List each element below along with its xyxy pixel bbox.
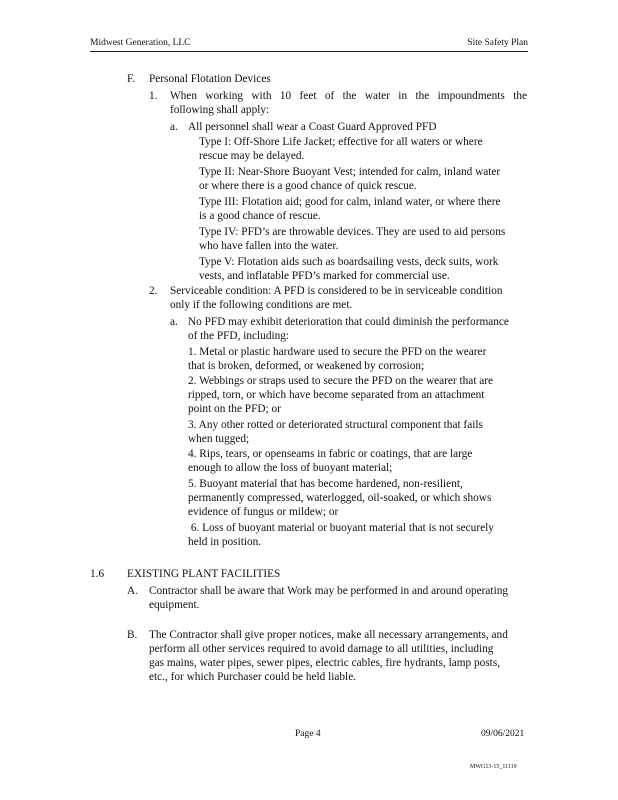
page-number: Page 4 (295, 729, 321, 739)
pfd-type-4: who have fallen into the water. (199, 240, 339, 252)
condition-3: 3. Any other rotted or deteriorated structural component that fails (188, 419, 483, 431)
condition-5: 5. Buoyant material that has become hardened, non-resilient, (188, 478, 463, 490)
condition-6: held in position. (188, 536, 262, 548)
condition-3: when tugged; (188, 433, 250, 445)
section-f-label: F. (127, 73, 136, 85)
item-1-line: following shall apply: (170, 104, 270, 116)
pfd-type-2: or where there is a good chance of quick rescue. (199, 180, 417, 192)
pfd-type-3: is a good chance of rescue. (199, 210, 321, 222)
condition-2: 2. Webbings or straps used to secure the PFD on the wearer that are (188, 375, 494, 387)
pfd-type-3: Type III: Flotation aid; good for calm, inland water, or where there (199, 196, 501, 208)
condition-4: enough to allow the loss of buoyant material; (188, 462, 393, 474)
section-f-title: Personal Flotation Devices (149, 73, 271, 85)
item-1-line: When working with 10 feet of the water in the impoundments the (170, 90, 527, 102)
section-1-6-a-line: equipment. (149, 599, 200, 611)
header-company: Midwest Generation, LLC (90, 38, 191, 48)
item-2-number: 2. (149, 285, 158, 297)
condition-1: 1. Metal or plastic hardware used to secure the PFD on the wearer (188, 346, 487, 358)
item-1a-label: a. (170, 121, 178, 133)
condition-1: that is broken, deformed, or weakened by corrosion; (188, 360, 425, 372)
section-1-6-b-line: etc., for which Purchaser could be held liable. (149, 671, 357, 683)
item-1-number: 1. (149, 90, 158, 102)
condition-6: 6. Loss of buoyant material or buoyant material that is not securely (188, 522, 494, 534)
section-1-6-a-label: A. (127, 585, 138, 597)
condition-4: 4. Rips, tears, or openseams in fabric or coatings, that are large (188, 448, 473, 460)
pfd-type-2: Type II: Near-Shore Buoyant Vest; intended for calm, inland water (199, 166, 501, 178)
condition-2: point on the PFD; or (188, 403, 281, 415)
item-2a-label: a. (170, 316, 178, 328)
footer-date: 09/06/2021 (481, 729, 525, 739)
item-2-line: only if the following conditions are met. (170, 299, 353, 311)
item-2a-line: of the PFD, including: (188, 330, 290, 342)
pfd-type-4: Type IV: PFD’s are throwable devices. They are used to aid persons (199, 226, 506, 238)
section-1-6-number: 1.6 (90, 568, 105, 580)
item-1a-text: All personnel shall wear a Coast Guard Approved PFD (188, 121, 437, 133)
condition-5: permanently compressed, waterlogged, oil-soaked, or which shows (188, 492, 492, 504)
section-1-6-b-line: perform all other services required to avoid damage to all utilities, including (149, 643, 494, 655)
condition-2: ripped, torn, or which have become separated from an attachment (188, 389, 485, 401)
section-1-6-b-line: The Contractor shall give proper notices, make all necessary arrangements, and (149, 629, 508, 641)
condition-5: evidence of fungus or mildew; or (188, 506, 339, 518)
page-header (90, 38, 528, 52)
document-id: MWG13-15_11119 (470, 764, 517, 770)
section-1-6-b-line: gas mains, water pipes, sewer pipes, electric cables, fire hydrants, lamp posts, (149, 657, 501, 669)
item-2-line: Serviceable condition: A PFD is considered to be in serviceable condition (170, 285, 503, 297)
pfd-type-1: Type I: Off-Shore Life Jacket; effective for all waters or where (199, 136, 483, 148)
pfd-type-5: Type V: Flotation aids such as boardsailing vests, deck suits, work (199, 256, 499, 268)
section-1-6-b-label: B. (127, 629, 138, 641)
pfd-type-5: vests, and inflatable PFD’s marked for commercial use. (199, 270, 450, 282)
item-2a-line: No PFD may exhibit deterioration that could diminish the performance (188, 316, 509, 328)
pfd-type-1: rescue may be delayed. (199, 150, 305, 162)
section-1-6-title: EXISTING PLANT FACILITIES (127, 568, 281, 580)
header-doc-title: Site Safety Plan (467, 38, 528, 48)
section-1-6-a-line: Contractor shall be aware that Work may be performed in and around operating (149, 585, 509, 597)
